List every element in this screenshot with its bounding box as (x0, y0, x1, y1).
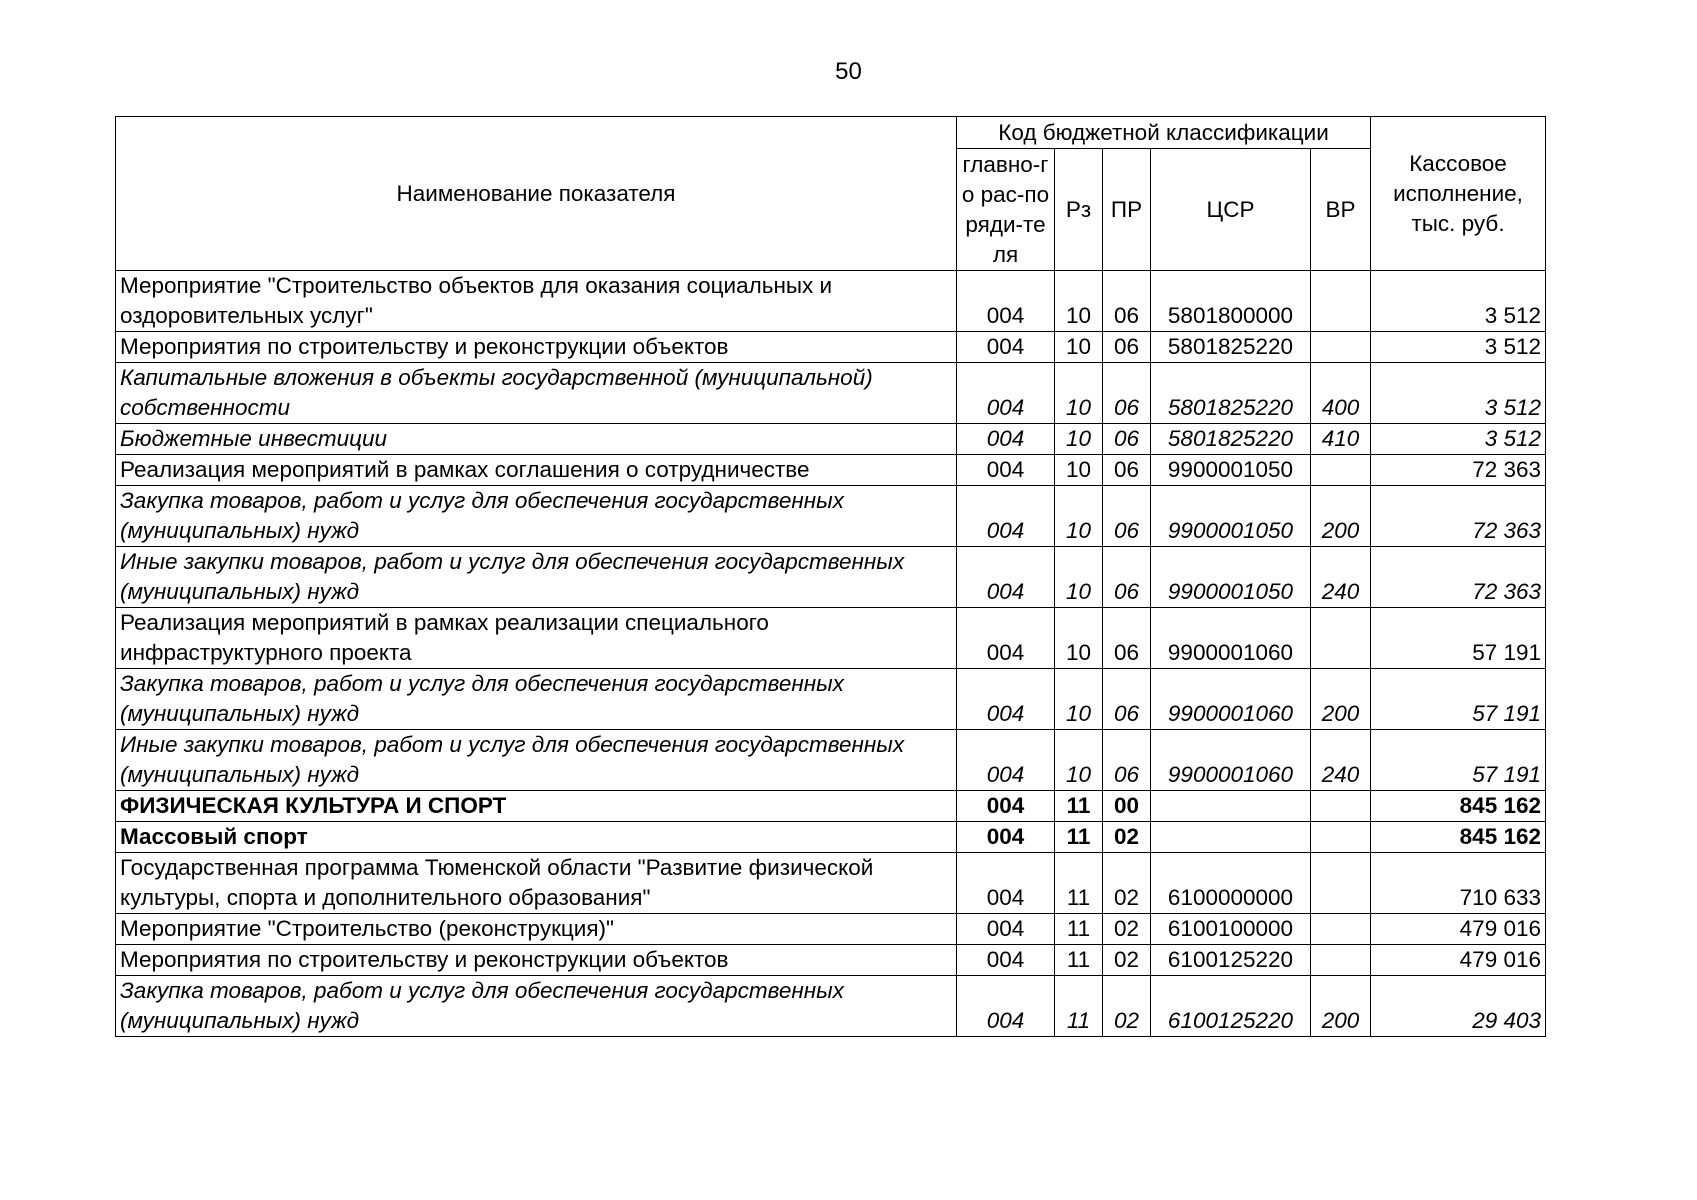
cell-name: Мероприятия по строительству и реконструкции объектов (116, 332, 957, 363)
cell-vr: 240 (1311, 730, 1371, 791)
cell-csr (1151, 791, 1311, 822)
header-csr: ЦСР (1151, 149, 1311, 271)
cell-rz: 11 (1055, 822, 1103, 853)
table-row (116, 976, 1546, 1037)
cell-glavny: 004 (957, 730, 1055, 791)
table-row (116, 486, 1546, 547)
cell-name: ФИЗИЧЕСКАЯ КУЛЬТУРА И СПОРТ (116, 791, 957, 822)
cell-csr: 5801825220 (1151, 424, 1311, 455)
header-glavny-label: главно-го рас-поряди-теля (961, 151, 1050, 267)
table-row (116, 853, 1546, 914)
table-row (116, 455, 1546, 486)
cell-rz: 10 (1055, 332, 1103, 363)
cell-rz: 10 (1055, 730, 1103, 791)
cell-glavny: 004 (957, 424, 1055, 455)
cell-csr: 6100100000 (1151, 914, 1311, 945)
cell-rz: 10 (1055, 608, 1103, 669)
cell-name: Реализация мероприятий в рамках реализации специального инфраструктурного проекта (116, 608, 957, 669)
cell-amount: 710 633 (1371, 853, 1546, 914)
cell-csr: 9900001050 (1151, 455, 1311, 486)
header-name: Наименование показателя (116, 117, 957, 271)
header-pr: ПР (1103, 149, 1151, 271)
cell-name: Государственная программа Тюменской области "Развитие физической культуры, спорта и дополнительного образования" (116, 853, 957, 914)
cell-vr (1311, 945, 1371, 976)
cell-glavny: 004 (957, 669, 1055, 730)
cell-name: Закупка товаров, работ и услуг для обеспечения государственных (муниципальных) нужд (116, 486, 957, 547)
cell-name: Иные закупки товаров, работ и услуг для обеспечения государственных (муниципальных) нужд (116, 547, 957, 608)
cell-amount: 479 016 (1371, 914, 1546, 945)
cell-amount: 57 191 (1371, 730, 1546, 791)
cell-name: Иные закупки товаров, работ и услуг для обеспечения государственных (муниципальных) нужд (116, 730, 957, 791)
cell-rz: 10 (1055, 271, 1103, 332)
cell-name: Закупка товаров, работ и услуг для обеспечения государственных (муниципальных) нужд (116, 669, 957, 730)
cell-csr: 5801825220 (1151, 363, 1311, 424)
cell-amount: 57 191 (1371, 669, 1546, 730)
cell-csr: 9900001050 (1151, 547, 1311, 608)
cell-amount: 845 162 (1371, 822, 1546, 853)
cell-pr: 06 (1103, 669, 1151, 730)
cell-pr: 06 (1103, 486, 1151, 547)
cell-rz: 10 (1055, 424, 1103, 455)
cell-amount: 3 512 (1371, 332, 1546, 363)
cell-vr (1311, 822, 1371, 853)
cell-rz: 11 (1055, 853, 1103, 914)
cell-glavny: 004 (957, 455, 1055, 486)
cell-name: Мероприятие "Строительство (реконструкция)" (116, 914, 957, 945)
cell-name: Массовый спорт (116, 822, 957, 853)
cell-amount: 479 016 (1371, 945, 1546, 976)
cell-csr (1151, 822, 1311, 853)
cell-rz: 10 (1055, 486, 1103, 547)
cell-pr: 02 (1103, 853, 1151, 914)
cell-vr (1311, 608, 1371, 669)
cell-amount: 3 512 (1371, 424, 1546, 455)
cell-vr (1311, 914, 1371, 945)
cell-pr: 06 (1103, 332, 1151, 363)
table-row (116, 547, 1546, 608)
cell-csr: 5801825220 (1151, 332, 1311, 363)
cell-glavny: 004 (957, 945, 1055, 976)
cell-pr: 00 (1103, 791, 1151, 822)
cell-vr (1311, 791, 1371, 822)
cell-glavny: 004 (957, 363, 1055, 424)
cell-rz: 10 (1055, 455, 1103, 486)
cell-csr: 5801800000 (1151, 271, 1311, 332)
cell-rz: 11 (1055, 945, 1103, 976)
cell-vr (1311, 455, 1371, 486)
cell-csr: 9900001060 (1151, 608, 1311, 669)
cell-amount: 3 512 (1371, 271, 1546, 332)
cell-pr: 06 (1103, 455, 1151, 486)
table-row (116, 669, 1546, 730)
cell-amount: 57 191 (1371, 608, 1546, 669)
table-row (116, 363, 1546, 424)
cell-glavny: 004 (957, 547, 1055, 608)
cell-rz: 11 (1055, 791, 1103, 822)
table-row (116, 730, 1546, 791)
table-row (116, 914, 1546, 945)
cell-csr: 9900001060 (1151, 669, 1311, 730)
cell-glavny: 004 (957, 914, 1055, 945)
header-glavny (957, 149, 1055, 271)
table-row (116, 822, 1546, 853)
cell-vr: 410 (1311, 424, 1371, 455)
cell-amount: 3 512 (1371, 363, 1546, 424)
cell-csr: 6100125220 (1151, 945, 1311, 976)
cell-vr: 240 (1311, 547, 1371, 608)
cell-rz: 10 (1055, 669, 1103, 730)
cell-glavny: 004 (957, 271, 1055, 332)
header-budget-code-group: Код бюджетной классификации (957, 117, 1371, 149)
table-row (116, 332, 1546, 363)
cell-vr: 400 (1311, 363, 1371, 424)
cell-pr: 02 (1103, 945, 1151, 976)
cell-glavny: 004 (957, 791, 1055, 822)
cell-pr: 06 (1103, 730, 1151, 791)
cell-vr (1311, 332, 1371, 363)
cell-vr: 200 (1311, 976, 1371, 1037)
table-body (116, 271, 1546, 1037)
cell-rz: 11 (1055, 976, 1103, 1037)
page-number: 50 (835, 58, 862, 85)
cell-name: Бюджетные инвестиции (116, 424, 957, 455)
table-row (116, 271, 1546, 332)
cell-pr: 02 (1103, 822, 1151, 853)
cell-csr: 6100000000 (1151, 853, 1311, 914)
cell-pr: 06 (1103, 271, 1151, 332)
cell-vr (1311, 271, 1371, 332)
budget-table (115, 116, 1546, 1037)
cell-pr: 06 (1103, 424, 1151, 455)
header-amount-label: Кассовое исполнение, тыс. руб. (1393, 150, 1523, 236)
cell-amount: 72 363 (1371, 547, 1546, 608)
cell-pr: 06 (1103, 547, 1151, 608)
cell-glavny: 004 (957, 486, 1055, 547)
cell-pr: 02 (1103, 976, 1151, 1037)
cell-csr: 9900001060 (1151, 730, 1311, 791)
cell-name: Мероприятие "Строительство объектов для оказания социальных и оздоровительных услуг" (116, 271, 957, 332)
table-row (116, 791, 1546, 822)
cell-csr: 6100125220 (1151, 976, 1311, 1037)
table-header (116, 117, 1546, 271)
cell-amount: 845 162 (1371, 791, 1546, 822)
cell-pr: 06 (1103, 363, 1151, 424)
header-rz: Рз (1055, 149, 1103, 271)
cell-rz: 10 (1055, 547, 1103, 608)
cell-amount: 72 363 (1371, 486, 1546, 547)
cell-rz: 10 (1055, 363, 1103, 424)
cell-glavny: 004 (957, 608, 1055, 669)
cell-glavny: 004 (957, 853, 1055, 914)
header-vr: ВР (1311, 149, 1371, 271)
table-row (116, 945, 1546, 976)
cell-csr: 9900001050 (1151, 486, 1311, 547)
cell-pr: 02 (1103, 914, 1151, 945)
cell-pr: 06 (1103, 608, 1151, 669)
cell-amount: 29 403 (1371, 976, 1546, 1037)
cell-vr: 200 (1311, 669, 1371, 730)
table-row (116, 424, 1546, 455)
cell-name: Реализация мероприятий в рамках соглашения о сотрудничестве (116, 455, 957, 486)
cell-name: Капитальные вложения в объекты государственной (муниципальной) собственности (116, 363, 957, 424)
cell-glavny: 004 (957, 822, 1055, 853)
cell-name: Закупка товаров, работ и услуг для обеспечения государственных (муниципальных) нужд (116, 976, 957, 1037)
header-amount (1371, 117, 1546, 271)
cell-glavny: 004 (957, 976, 1055, 1037)
cell-vr: 200 (1311, 486, 1371, 547)
cell-name: Мероприятия по строительству и реконструкции объектов (116, 945, 957, 976)
cell-amount: 72 363 (1371, 455, 1546, 486)
cell-glavny: 004 (957, 332, 1055, 363)
table-row (116, 608, 1546, 669)
cell-rz: 11 (1055, 914, 1103, 945)
cell-vr (1311, 853, 1371, 914)
